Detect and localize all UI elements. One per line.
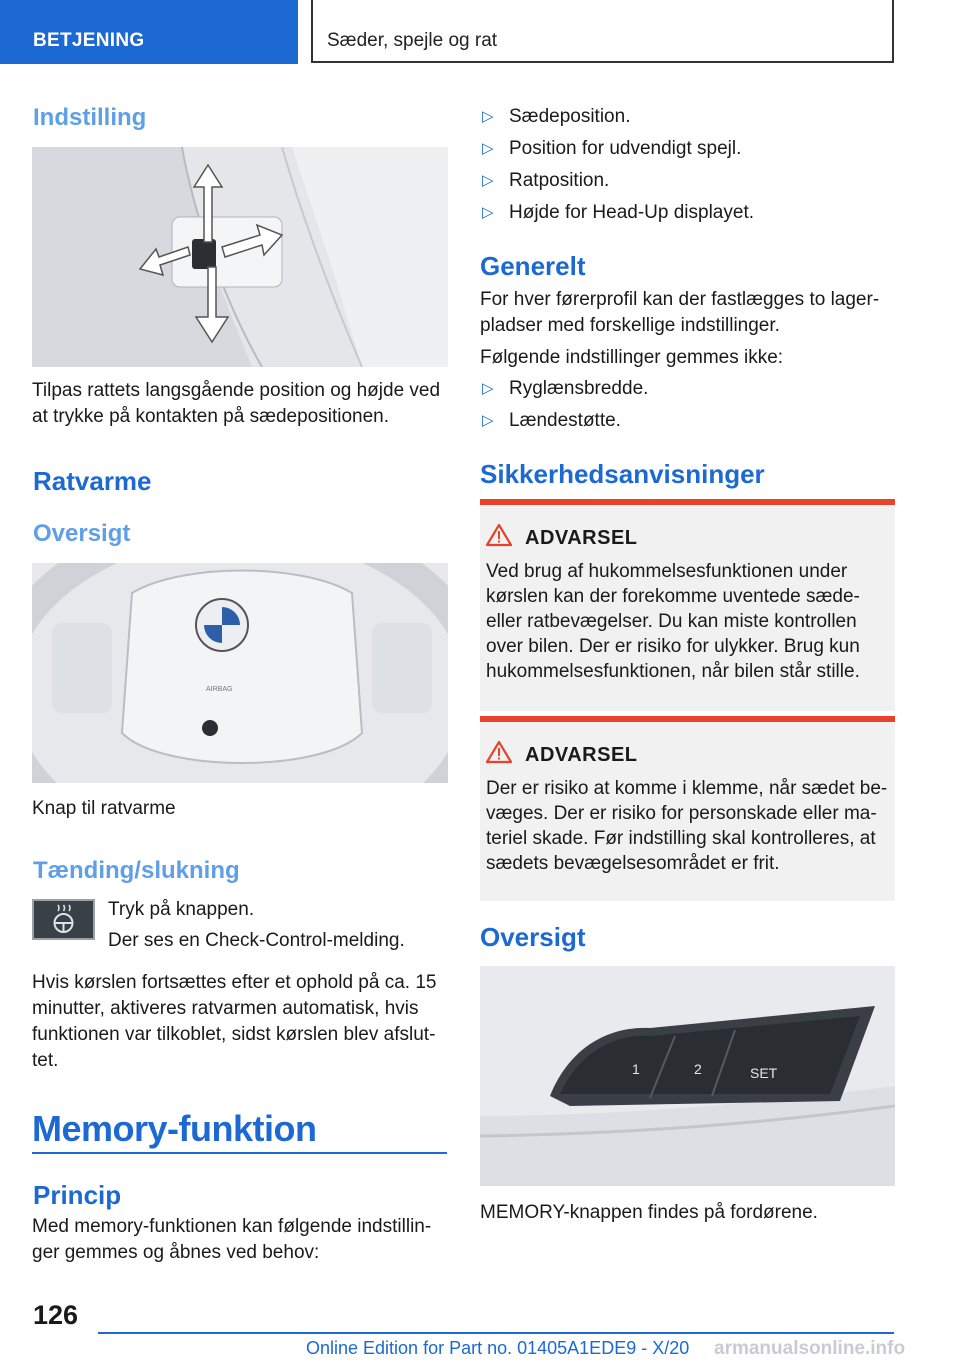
- header-section-tab: [0, 0, 298, 64]
- memory-settings-list: [480, 101, 895, 229]
- heading-taending: Tænding/slukning: [33, 857, 240, 884]
- warning-2-text: Der er risiko at komme i klemme, når sædet be‐ væges. Der er risiko for personskade eller ma‐ teriel skade. Før indstilling skal kontrolleres, at sædets bevægelsesområdet er frit.: [486, 778, 888, 874]
- caption-memory-buttons: MEMORY-knappen findes på fordørene.: [480, 1202, 818, 1223]
- header-chapter-label: Sæder, spejle og rat: [327, 30, 498, 51]
- steering-wheel-illustration: [32, 563, 448, 783]
- warning-box-1: [480, 499, 895, 711]
- caption-steering-adjust: Tilpas rattets langsgående position og højde ved at trykke på kontakten på sædepositionen.: [32, 380, 441, 427]
- not-saved-list: [480, 373, 895, 437]
- warning-triangle-icon: [486, 523, 512, 547]
- list-item: ▷ Ratposition.: [482, 170, 610, 191]
- warning-1-text: Ved brug af hukommelsesfunktionen under kørslen kan der forekomme uventede sæde- eller ratbevægelser. Du kan miste kontrollen over bilen. Der er risiko for ulykker. Brug kun hukommelsesfunktionen, når bilen står stille.: [486, 561, 860, 682]
- heading-memory-funktion: Memory-funktion: [32, 1108, 317, 1149]
- heading-indstilling: Indstilling: [33, 104, 147, 131]
- list-item: ▷ Højde for Head-Up displayet.: [482, 202, 754, 223]
- header-section-label: BETJENING: [33, 30, 145, 51]
- footer-edition: Online Edition for Part no. 01405A1EDE9 - X/20: [306, 1338, 690, 1358]
- footer-rule: [98, 1332, 894, 1334]
- list-item: ▷ Ryglænsbredde.: [482, 378, 649, 399]
- heading-oversigt-right: Oversigt: [480, 922, 586, 952]
- steering-heat-button-icon: [32, 899, 95, 940]
- list-item: ▷ Lændestøtte.: [482, 410, 621, 431]
- warning-1-title: ADVARSEL: [525, 527, 638, 549]
- princip-text: Med memory-funktionen kan følgende indstillin‐ ger gemmes og åbnes ved behov:: [32, 1216, 432, 1263]
- heading-generelt: Generelt: [480, 251, 586, 281]
- warning-triangle-icon: [486, 740, 512, 764]
- warning-box-2: [480, 716, 895, 901]
- heading-sikkerhed: Sikkerhedsanvisninger: [480, 459, 765, 489]
- taending-step-1: Tryk på knappen.: [108, 899, 255, 920]
- memory-buttons-image: [480, 966, 895, 1186]
- heading-oversigt-left: Oversigt: [33, 520, 131, 547]
- memory-button-set-label: SET: [750, 1065, 778, 1081]
- memory-buttons-illustration: [480, 966, 895, 1186]
- list-item: ▷ Position for udvendigt spejl.: [482, 138, 742, 159]
- warning-2-title: ADVARSEL: [525, 744, 638, 766]
- steering-column-switch-illustration: [32, 147, 448, 367]
- memory-button-2-label: 2: [694, 1061, 702, 1077]
- heading-ratvarme: Ratvarme: [33, 466, 152, 496]
- watermark-text: armanualsonline.info: [714, 1338, 906, 1359]
- memory-heading-rule: [32, 1152, 447, 1154]
- steering-wheel-image: [32, 563, 448, 783]
- page-number: 126: [33, 1300, 79, 1330]
- list-item: ▷ Sædeposition.: [482, 106, 631, 127]
- generelt-text-2: Følgende indstillinger gemmes ikke:: [480, 347, 784, 368]
- generelt-text-1: For hver førerprofil kan der fastlægges to lager‐ pladser med forskellige indstillinger.: [480, 289, 880, 336]
- para-auto-activation: Hvis kørslen fortsættes efter et ophold på ca. 15 minutter, aktiveres ratvarmen automatisk, hvis funktionen var tilkoblet, sidst kørslen blev afslut‐ tet.: [32, 972, 437, 1071]
- heading-princip: Princip: [33, 1180, 122, 1210]
- steering-adjust-image: [32, 147, 448, 367]
- header-chapter-box: [311, 0, 894, 63]
- taending-step-2: Der ses en Check-Control-melding.: [108, 930, 405, 951]
- airbag-label: AIRBAG: [206, 686, 233, 693]
- caption-steering-heat: Knap til ratvarme: [32, 798, 176, 819]
- memory-button-1-label: 1: [632, 1061, 640, 1077]
